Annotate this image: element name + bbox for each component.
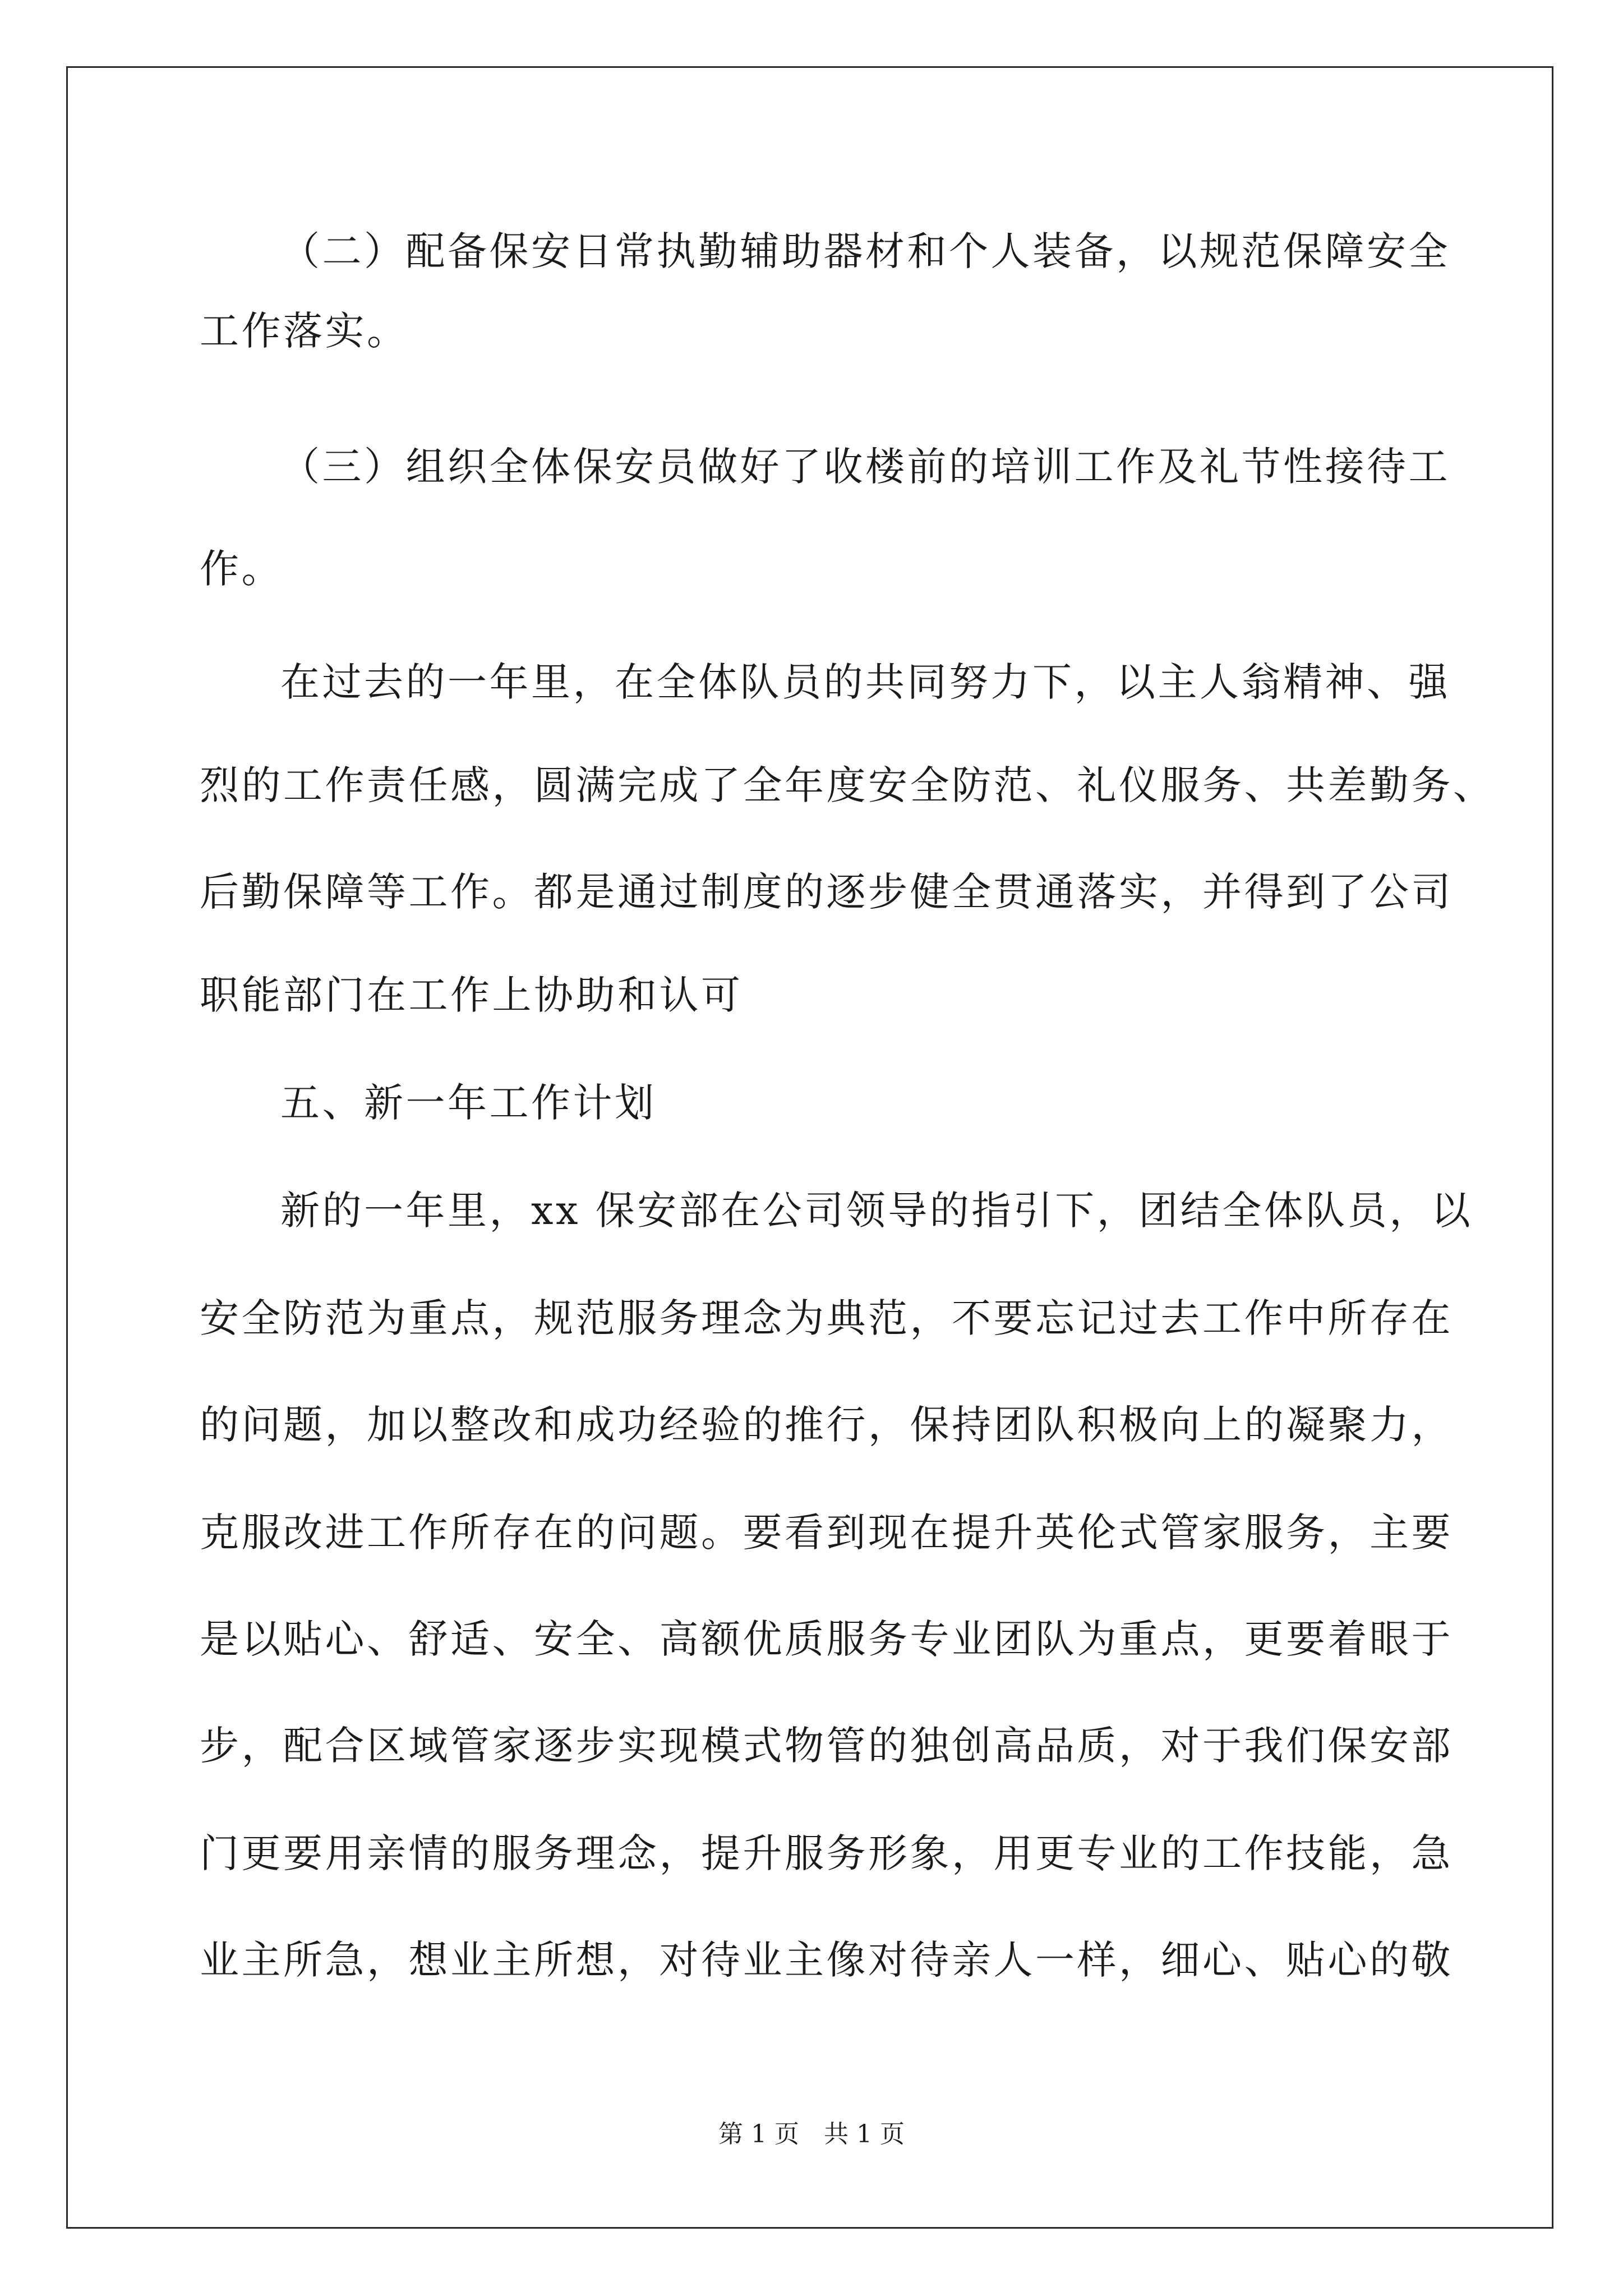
paragraph-line: 职能部门在工作上协助和认可 <box>200 972 743 1018</box>
paragraph-line: 业主所急，想业主所想，对待业主像对待亲人一样，细心、贴心的敬 <box>200 1937 1453 1983</box>
paragraph-line: 在过去的一年里，在全体队员的共同努力下，以主人翁精神、强 <box>280 659 1450 705</box>
paragraph-line: 的问题，加以整改和成功经验的推行，保持团队积极向上的凝聚力， <box>200 1402 1453 1448</box>
page-footer: 第 1 页 共 1 页 <box>718 2120 905 2148</box>
paragraph-line: 后勤保障等工作。都是通过制度的逐步健全贯通落实，并得到了公司 <box>200 869 1453 915</box>
paragraph-line: 烈的工作责任感，圆满完成了全年度安全防范、礼仪服务、共差勤务、 <box>200 762 1495 808</box>
page-border <box>66 66 1553 2229</box>
paragraph-line: 门更要用亲情的服务理念，提升服务形象，用更专业的工作技能，急 <box>200 1830 1453 1876</box>
paragraph-line: 步，配合区域管家逐步实现模式物管的独创高品质，对于我们保安部 <box>200 1723 1453 1769</box>
paragraph-line: 作。 <box>200 546 283 592</box>
paragraph-line: 克服改进工作所存在的问题。要看到现在提升英伦式管家服务，主要 <box>200 1510 1453 1556</box>
paragraph-line: 工作落实。 <box>200 308 409 354</box>
paragraph-line: （三）组织全体保安员做好了收楼前的培训工作及礼节性接待工 <box>280 444 1450 490</box>
paragraph-line: 新的一年里，xx 保安部在公司领导的指引下，团结全体队员，以 <box>280 1188 1473 1234</box>
paragraph-line: （二）配备保安日常执勤辅助器材和个人装备，以规范保障安全 <box>280 228 1450 274</box>
section-heading: 五、新一年工作计划 <box>280 1080 657 1126</box>
paragraph-line: 是以贴心、舒适、安全、高额优质服务专业团队为重点，更要着眼于 <box>200 1616 1453 1662</box>
paragraph-line: 安全防范为重点，规范服务理念为典范，不要忘记过去工作中所存在 <box>200 1295 1453 1341</box>
